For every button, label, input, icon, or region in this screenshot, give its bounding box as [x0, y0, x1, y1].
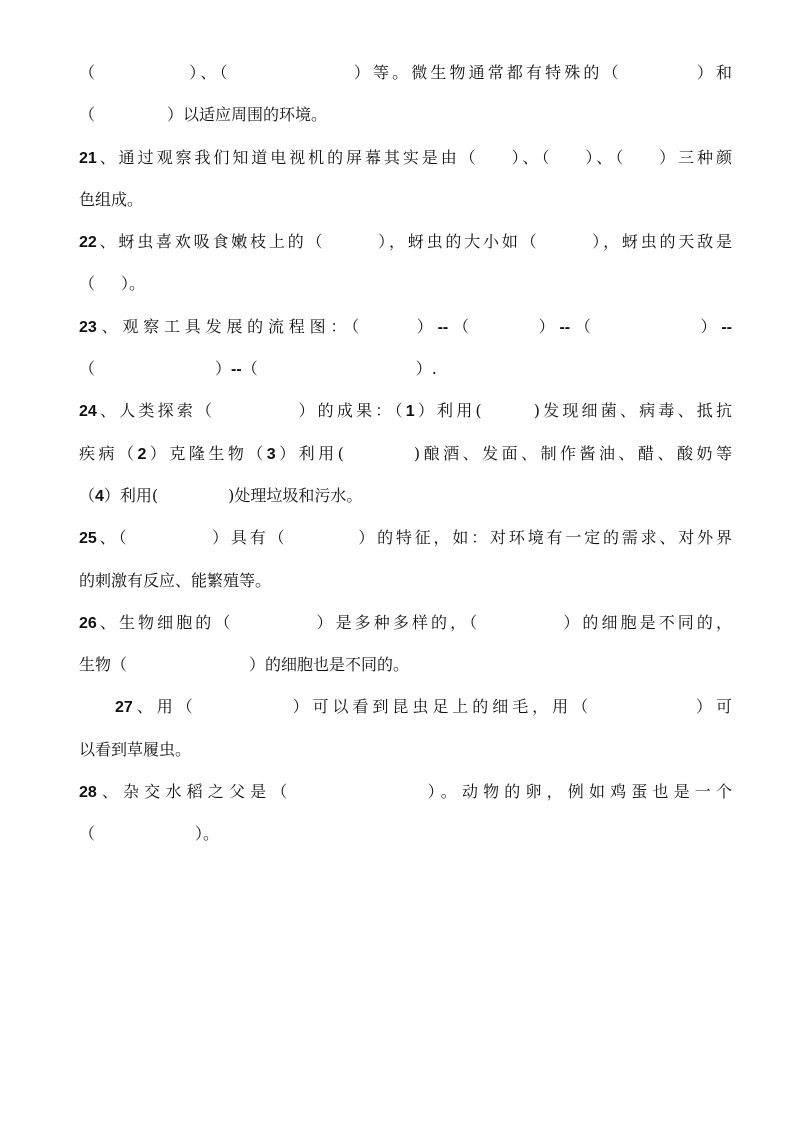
- question-24-line-3: [79, 479, 732, 521]
- text: 、杂交水稻之父是（: [96, 782, 293, 802]
- text: 、用（: [132, 697, 197, 717]
- question-number: 21: [79, 149, 97, 167]
- question-20-line-1: [79, 56, 732, 98]
- question-25-line-2: [79, 564, 732, 606]
- text: ）具有（: [209, 528, 288, 548]
- question-28-line-1: [79, 775, 732, 817]
- text: ），蚜虫的大小如（: [375, 232, 540, 252]
- question-21-line-2: [79, 183, 732, 225]
- question-27-line-1: [79, 690, 732, 732]
- text: 疾病（: [79, 443, 138, 463]
- text: 、（: [96, 528, 130, 548]
- question-28-line-2: [79, 817, 732, 859]
- text: ）的细胞也是不同的。: [249, 655, 410, 675]
- text: )酿酒、发面、制作酱油、醋、酸奶等: [413, 443, 732, 463]
- text: （: [448, 316, 474, 336]
- question-23-line-1: [79, 310, 732, 352]
- list-number: 4: [95, 487, 104, 505]
- text: 的刺激有反应、能繁殖等。: [79, 570, 272, 590]
- question-number: 28: [79, 784, 97, 802]
- question-number: 22: [79, 234, 97, 252]
- text: ）。动物的卵，例如鸡蛋也是一个: [422, 782, 732, 802]
- text: （: [79, 274, 96, 294]
- text: ）.: [415, 359, 437, 379]
- text: ）可以看到昆虫足上的细毛，用（: [288, 697, 593, 717]
- text: （: [79, 485, 96, 505]
- text: ）三种颜: [656, 147, 732, 167]
- question-number: 27: [115, 699, 133, 717]
- text: ）利用(: [414, 401, 482, 421]
- arrow-dash: --: [231, 361, 242, 379]
- text: ）: [695, 316, 722, 336]
- text: ）、（: [186, 63, 231, 82]
- text: ）的特征，如：对环境有一定的需求、对外界: [355, 528, 732, 548]
- text: ）以适应周围的环境。: [167, 105, 328, 125]
- text: （: [79, 105, 96, 125]
- question-23-line-2: [79, 352, 732, 394]
- text: 、观察工具发展的流程图：（: [96, 316, 364, 336]
- question-24-line-1: [79, 394, 732, 436]
- question-22-line-1: [79, 225, 732, 267]
- question-number: 26: [79, 614, 97, 632]
- question-20-line-2: [79, 98, 732, 140]
- text: ）、（: [582, 147, 627, 167]
- question-number: 25: [79, 530, 97, 548]
- list-number: 2: [137, 445, 147, 463]
- question-21-line-1: [79, 141, 732, 183]
- text: ）利用(: [275, 443, 344, 463]
- text: 、蚜虫喜欢吸食嫩枝上的（: [96, 232, 326, 252]
- text: 生物（: [79, 655, 128, 675]
- question-27-line-2: [79, 733, 732, 775]
- text: )处理垃圾和污水。: [228, 485, 363, 505]
- arrow-dash: --: [559, 318, 571, 336]
- question-26-line-1: [79, 606, 732, 648]
- text: ）等。微生物通常都有特殊的（: [350, 63, 622, 82]
- question-25-line-1: [79, 521, 732, 563]
- text: ）和: [693, 63, 732, 82]
- text: （: [570, 316, 596, 336]
- text: ）、（: [508, 147, 553, 167]
- question-24-line-2: [79, 437, 732, 479]
- text: ）克隆生物（: [146, 443, 267, 463]
- text: （: [79, 824, 96, 844]
- text: ）: [533, 316, 560, 336]
- text: ）利用(: [103, 485, 159, 505]
- text: （: [79, 359, 96, 379]
- text: （: [241, 359, 258, 379]
- text: ），蚜虫的天敌是: [589, 232, 732, 252]
- question-26-line-2: [79, 648, 732, 690]
- question-number: 23: [79, 318, 97, 336]
- text: ）的细胞是不同的，: [560, 612, 732, 632]
- text: )发现细菌、病毒、抵抗: [533, 401, 732, 421]
- text: 、通过观察我们知道电视机的屏幕其实是由（: [96, 147, 479, 167]
- list-number: 3: [266, 445, 276, 463]
- text: ）。: [195, 824, 220, 844]
- arrow-dash: --: [437, 318, 449, 336]
- text: （: [79, 63, 99, 82]
- question-number: 24: [79, 403, 97, 421]
- text: ）的成果：（: [295, 401, 406, 421]
- text: 以看到草履虫。: [79, 739, 192, 759]
- question-22-line-2: [79, 267, 732, 309]
- arrow-dash: --: [721, 318, 732, 336]
- text: ）可: [692, 697, 732, 717]
- list-number: 1: [405, 403, 415, 421]
- text: 色组成。: [79, 189, 144, 209]
- text: ）: [411, 316, 438, 336]
- text: ）。: [121, 274, 146, 294]
- text: ）: [215, 359, 232, 379]
- text: ）是多种多样的，（: [313, 612, 481, 632]
- text: 、生物细胞的（: [96, 612, 234, 632]
- text: 、人类探索（: [96, 401, 216, 421]
